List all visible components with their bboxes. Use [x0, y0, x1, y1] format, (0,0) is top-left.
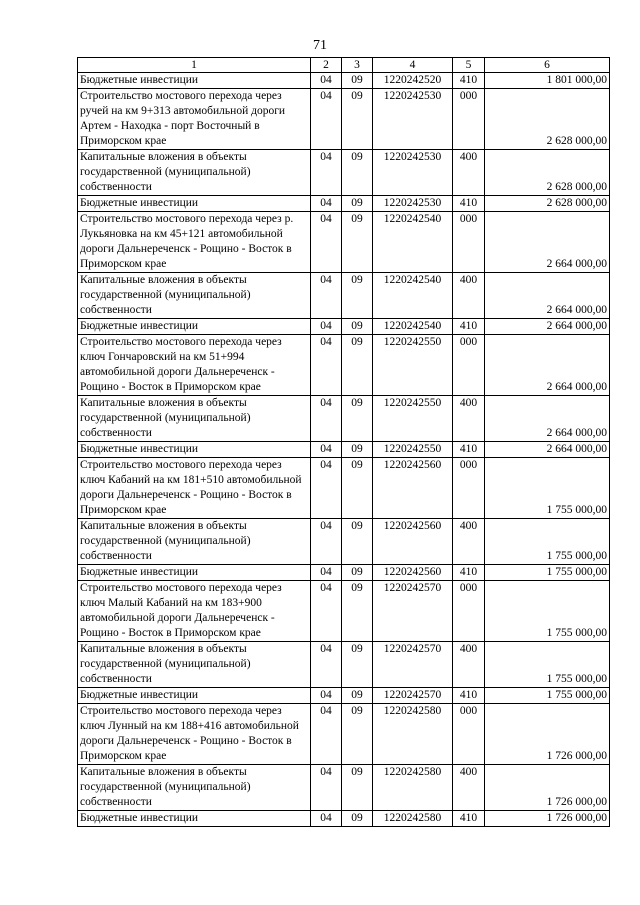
- row-section-cell: 04: [311, 688, 342, 704]
- row-expense-type-cell: 400: [453, 642, 485, 688]
- row-section-cell: 04: [311, 196, 342, 212]
- row-target-article-cell: 1220242530: [373, 150, 453, 196]
- row-amount-cell: 1 755 000,00: [485, 519, 610, 565]
- row-target-article-cell: 1220242550: [373, 442, 453, 458]
- table-row: [78, 458, 610, 519]
- row-section-cell: 04: [311, 581, 342, 642]
- row-amount-cell: 2 664 000,00: [485, 212, 610, 273]
- row-target-article-cell: 1220242560: [373, 519, 453, 565]
- row-amount-cell: 2 664 000,00: [485, 273, 610, 319]
- table-row: [78, 765, 610, 811]
- row-name-cell: Строительство мостового перехода через р. Лукьяновка на км 45+121 автомобильной дороги Дальнереченск - Рощино - Восток в Приморском крае: [78, 212, 311, 273]
- header-row: [78, 58, 610, 73]
- row-subsection-cell: 09: [342, 565, 373, 581]
- row-target-article-cell: 1220242530: [373, 196, 453, 212]
- budget-table: [77, 57, 610, 827]
- row-subsection-cell: 09: [342, 319, 373, 335]
- row-expense-type-cell: 000: [453, 704, 485, 765]
- row-section-cell: 04: [311, 704, 342, 765]
- row-amount-cell: 1 726 000,00: [485, 765, 610, 811]
- row-expense-type-cell: 410: [453, 811, 485, 827]
- row-name-cell: Строительство мостового перехода через ключ Гончаровский на км 51+994 автомобильной дороги Дальнереченск - Рощино - Восток в Приморском крае: [78, 335, 311, 396]
- row-section-cell: 04: [311, 150, 342, 196]
- row-name-cell: Капитальные вложения в объекты государственной (муниципальной) собственности: [78, 519, 311, 565]
- row-target-article-cell: 1220242540: [373, 273, 453, 319]
- row-subsection-cell: 09: [342, 442, 373, 458]
- row-section-cell: 04: [311, 811, 342, 827]
- row-target-article-cell: 1220242520: [373, 73, 453, 89]
- table-row: [78, 319, 610, 335]
- row-subsection-cell: 09: [342, 811, 373, 827]
- row-expense-type-cell: 000: [453, 212, 485, 273]
- table-row: [78, 89, 610, 150]
- row-name-cell: Капитальные вложения в объекты государственной (муниципальной) собственности: [78, 642, 311, 688]
- header-cell: 5: [453, 58, 485, 73]
- table-row: [78, 396, 610, 442]
- row-name-cell: Бюджетные инвестиции: [78, 565, 311, 581]
- row-name-cell: Капитальные вложения в объекты государственной (муниципальной) собственности: [78, 765, 311, 811]
- row-section-cell: 04: [311, 458, 342, 519]
- row-expense-type-cell: 410: [453, 319, 485, 335]
- row-target-article-cell: 1220242560: [373, 565, 453, 581]
- row-expense-type-cell: 400: [453, 396, 485, 442]
- row-amount-cell: 1 755 000,00: [485, 688, 610, 704]
- row-name-cell: Капитальные вложения в объекты государственной (муниципальной) собственности: [78, 150, 311, 196]
- table-row: [78, 150, 610, 196]
- row-amount-cell: 2 664 000,00: [485, 335, 610, 396]
- row-subsection-cell: 09: [342, 704, 373, 765]
- row-target-article-cell: 1220242560: [373, 458, 453, 519]
- table-row: [78, 519, 610, 565]
- table-row: [78, 273, 610, 319]
- row-section-cell: 04: [311, 642, 342, 688]
- row-expense-type-cell: 400: [453, 273, 485, 319]
- table-row: [78, 442, 610, 458]
- header-cell: 6: [485, 58, 610, 73]
- row-name-cell: Строительство мостового перехода через ключ Кабаний на км 181+510 автомобильной дороги Дальнереченск - Рощино - Восток в Приморском крае: [78, 458, 311, 519]
- row-amount-cell: 1 726 000,00: [485, 811, 610, 827]
- row-subsection-cell: 09: [342, 150, 373, 196]
- row-target-article-cell: 1220242580: [373, 704, 453, 765]
- row-subsection-cell: 09: [342, 196, 373, 212]
- row-target-article-cell: 1220242580: [373, 765, 453, 811]
- header-cell: 4: [373, 58, 453, 73]
- row-name-cell: Бюджетные инвестиции: [78, 319, 311, 335]
- row-subsection-cell: 09: [342, 765, 373, 811]
- row-section-cell: 04: [311, 212, 342, 273]
- row-subsection-cell: 09: [342, 396, 373, 442]
- row-name-cell: Капитальные вложения в объекты государственной (муниципальной) собственности: [78, 396, 311, 442]
- page-number: 71: [313, 38, 327, 53]
- row-section-cell: 04: [311, 765, 342, 811]
- table-row: [78, 196, 610, 212]
- row-subsection-cell: 09: [342, 688, 373, 704]
- row-amount-cell: 2 628 000,00: [485, 196, 610, 212]
- row-section-cell: 04: [311, 273, 342, 319]
- row-target-article-cell: 1220242550: [373, 335, 453, 396]
- row-expense-type-cell: 400: [453, 519, 485, 565]
- header-cell: 1: [78, 58, 311, 73]
- row-expense-type-cell: 000: [453, 89, 485, 150]
- row-target-article-cell: 1220242540: [373, 212, 453, 273]
- row-amount-cell: 2 664 000,00: [485, 442, 610, 458]
- row-section-cell: 04: [311, 73, 342, 89]
- table-body: [78, 73, 610, 827]
- row-name-cell: Бюджетные инвестиции: [78, 73, 311, 89]
- row-name-cell: Бюджетные инвестиции: [78, 688, 311, 704]
- row-section-cell: 04: [311, 396, 342, 442]
- row-amount-cell: 1 726 000,00: [485, 704, 610, 765]
- row-amount-cell: 2 664 000,00: [485, 319, 610, 335]
- row-amount-cell: 1 801 000,00: [485, 73, 610, 89]
- row-section-cell: 04: [311, 565, 342, 581]
- row-name-cell: Капитальные вложения в объекты государственной (муниципальной) собственности: [78, 273, 311, 319]
- row-target-article-cell: 1220242540: [373, 319, 453, 335]
- row-amount-cell: 2 628 000,00: [485, 150, 610, 196]
- header-cell: 3: [342, 58, 373, 73]
- row-target-article-cell: 1220242570: [373, 688, 453, 704]
- row-target-article-cell: 1220242530: [373, 89, 453, 150]
- row-section-cell: 04: [311, 519, 342, 565]
- row-subsection-cell: 09: [342, 73, 373, 89]
- table-row: [78, 704, 610, 765]
- row-section-cell: 04: [311, 442, 342, 458]
- row-subsection-cell: 09: [342, 642, 373, 688]
- table-row: [78, 212, 610, 273]
- row-section-cell: 04: [311, 89, 342, 150]
- row-expense-type-cell: 400: [453, 150, 485, 196]
- row-subsection-cell: 09: [342, 212, 373, 273]
- row-expense-type-cell: 400: [453, 765, 485, 811]
- row-target-article-cell: 1220242550: [373, 396, 453, 442]
- row-name-cell: Строительство мостового перехода через ручей на км 9+313 автомобильной дороги Артем - Находка - порт Восточный в Приморском крае: [78, 89, 311, 150]
- row-subsection-cell: 09: [342, 273, 373, 319]
- row-amount-cell: 2 628 000,00: [485, 89, 610, 150]
- row-name-cell: Бюджетные инвестиции: [78, 442, 311, 458]
- table-row: [78, 688, 610, 704]
- row-expense-type-cell: 410: [453, 442, 485, 458]
- row-expense-type-cell: 000: [453, 458, 485, 519]
- header-cell: 2: [311, 58, 342, 73]
- row-expense-type-cell: 000: [453, 581, 485, 642]
- row-amount-cell: 2 664 000,00: [485, 396, 610, 442]
- row-expense-type-cell: 000: [453, 335, 485, 396]
- table-row: [78, 581, 610, 642]
- row-subsection-cell: 09: [342, 89, 373, 150]
- table-row: [78, 811, 610, 827]
- row-name-cell: Строительство мостового перехода через ключ Малый Кабаний на км 183+900 автомобильной дороги Дальнереченск - Рощино - Восток в Приморском крае: [78, 581, 311, 642]
- row-section-cell: 04: [311, 319, 342, 335]
- row-expense-type-cell: 410: [453, 688, 485, 704]
- row-subsection-cell: 09: [342, 581, 373, 642]
- row-subsection-cell: 09: [342, 335, 373, 396]
- row-section-cell: 04: [311, 335, 342, 396]
- table-row: [78, 565, 610, 581]
- row-expense-type-cell: 410: [453, 73, 485, 89]
- row-name-cell: Бюджетные инвестиции: [78, 196, 311, 212]
- row-subsection-cell: 09: [342, 458, 373, 519]
- row-amount-cell: 1 755 000,00: [485, 581, 610, 642]
- row-name-cell: Строительство мостового перехода через ключ Лунный на км 188+416 автомобильной дороги Дальнереченск - Рощино - Восток в Приморском крае: [78, 704, 311, 765]
- row-subsection-cell: 09: [342, 519, 373, 565]
- row-expense-type-cell: 410: [453, 565, 485, 581]
- table-row: [78, 335, 610, 396]
- row-amount-cell: 1 755 000,00: [485, 458, 610, 519]
- row-amount-cell: 1 755 000,00: [485, 642, 610, 688]
- row-name-cell: Бюджетные инвестиции: [78, 811, 311, 827]
- row-amount-cell: 1 755 000,00: [485, 565, 610, 581]
- row-target-article-cell: 1220242570: [373, 581, 453, 642]
- row-target-article-cell: 1220242580: [373, 811, 453, 827]
- table-row: [78, 73, 610, 89]
- row-expense-type-cell: 410: [453, 196, 485, 212]
- row-target-article-cell: 1220242570: [373, 642, 453, 688]
- table-row: [78, 642, 610, 688]
